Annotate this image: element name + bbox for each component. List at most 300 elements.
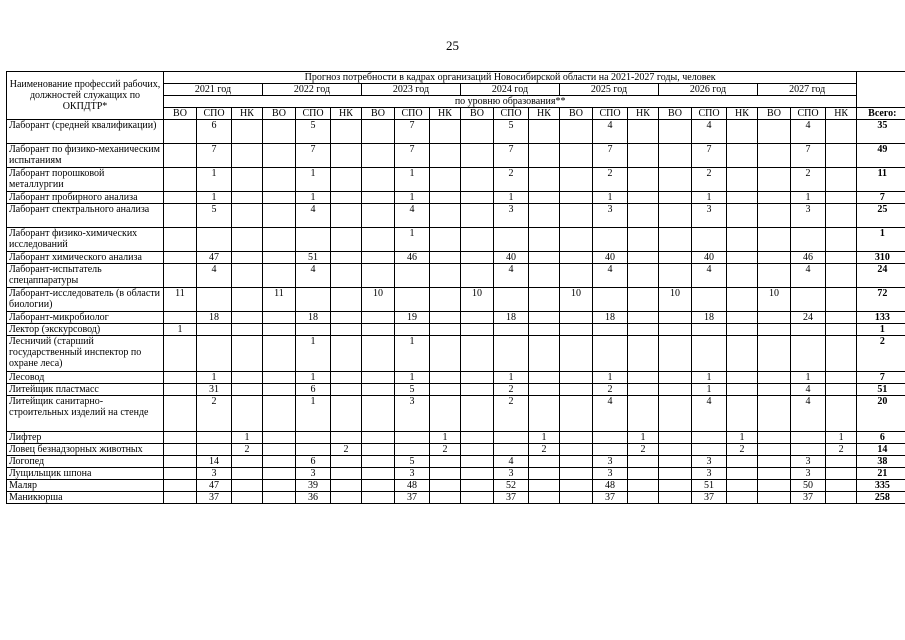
value-cell: 11 bbox=[263, 288, 296, 312]
value-cell bbox=[692, 288, 727, 312]
value-cell: 36 bbox=[296, 492, 331, 504]
value-cell: 4 bbox=[791, 120, 826, 144]
table-row bbox=[7, 456, 905, 468]
row-total: 20 bbox=[857, 396, 905, 432]
value-cell bbox=[727, 204, 758, 228]
level-header: СПО bbox=[692, 108, 727, 120]
value-cell bbox=[164, 204, 197, 228]
value-cell: 19 bbox=[395, 312, 430, 324]
value-cell bbox=[362, 252, 395, 264]
value-cell: 1 bbox=[791, 372, 826, 384]
value-cell bbox=[826, 492, 857, 504]
value-cell bbox=[232, 492, 263, 504]
value-cell bbox=[164, 168, 197, 192]
value-cell bbox=[232, 204, 263, 228]
value-cell bbox=[560, 492, 593, 504]
forecast-title: Прогноз потребности в кадрах организаций Новосибирской области на 2021-2027 годы, человек bbox=[164, 72, 857, 84]
value-cell: 3 bbox=[593, 204, 628, 228]
row-total: 2 bbox=[857, 336, 905, 372]
value-cell: 3 bbox=[692, 456, 727, 468]
value-cell: 1 bbox=[494, 192, 529, 204]
value-cell: 2 bbox=[331, 444, 362, 456]
value-cell: 14 bbox=[197, 456, 232, 468]
value-cell: 1 bbox=[529, 432, 560, 444]
value-cell bbox=[197, 288, 232, 312]
profession-name: Лаборант по физико-механическим испытаниям bbox=[7, 144, 164, 168]
value-cell: 2 bbox=[628, 444, 659, 456]
value-cell bbox=[232, 252, 263, 264]
value-cell: 37 bbox=[791, 492, 826, 504]
value-cell bbox=[529, 384, 560, 396]
profession-name: Лаборант физико-химических исследований bbox=[7, 228, 164, 252]
value-cell bbox=[560, 228, 593, 252]
value-cell bbox=[263, 192, 296, 204]
row-total: 258 bbox=[857, 492, 905, 504]
value-cell bbox=[164, 252, 197, 264]
value-cell: 2 bbox=[529, 444, 560, 456]
value-cell: 1 bbox=[826, 432, 857, 444]
value-cell bbox=[362, 444, 395, 456]
value-cell bbox=[263, 372, 296, 384]
value-cell bbox=[529, 468, 560, 480]
value-cell bbox=[727, 456, 758, 468]
value-cell bbox=[263, 228, 296, 252]
value-cell bbox=[692, 444, 727, 456]
value-cell bbox=[529, 192, 560, 204]
value-cell: 5 bbox=[395, 384, 430, 396]
value-cell bbox=[791, 432, 826, 444]
value-cell bbox=[164, 264, 197, 288]
value-cell: 5 bbox=[197, 204, 232, 228]
level-header: НК bbox=[232, 108, 263, 120]
value-cell: 5 bbox=[296, 120, 331, 144]
value-cell: 37 bbox=[494, 492, 529, 504]
value-cell bbox=[331, 228, 362, 252]
value-cell bbox=[263, 432, 296, 444]
value-cell: 4 bbox=[593, 264, 628, 288]
value-cell bbox=[164, 120, 197, 144]
value-cell: 40 bbox=[494, 252, 529, 264]
value-cell bbox=[164, 228, 197, 252]
value-cell bbox=[727, 228, 758, 252]
value-cell bbox=[560, 480, 593, 492]
table-row bbox=[7, 492, 905, 504]
value-cell: 3 bbox=[791, 468, 826, 480]
profession-name: Ловец безнадзорных животных bbox=[7, 444, 164, 456]
value-cell bbox=[628, 336, 659, 372]
table-row bbox=[7, 432, 905, 444]
value-cell bbox=[263, 264, 296, 288]
total-header-spacer bbox=[857, 72, 905, 108]
value-cell: 3 bbox=[395, 468, 430, 480]
value-cell: 1 bbox=[232, 432, 263, 444]
profession-name: Литейщик пластмасс bbox=[7, 384, 164, 396]
value-cell: 2 bbox=[727, 444, 758, 456]
year-header: 2021 год bbox=[164, 84, 263, 96]
value-cell bbox=[461, 444, 494, 456]
value-cell bbox=[628, 264, 659, 288]
table-row bbox=[7, 252, 905, 264]
value-cell bbox=[628, 252, 659, 264]
value-cell bbox=[593, 432, 628, 444]
value-cell bbox=[430, 384, 461, 396]
value-cell bbox=[164, 468, 197, 480]
value-cell bbox=[529, 204, 560, 228]
value-cell bbox=[164, 336, 197, 372]
profession-name: Лектор (экскурсовод) bbox=[7, 324, 164, 336]
value-cell bbox=[826, 228, 857, 252]
value-cell bbox=[430, 372, 461, 384]
value-cell bbox=[362, 264, 395, 288]
value-cell bbox=[659, 396, 692, 432]
value-cell bbox=[461, 492, 494, 504]
value-cell: 2 bbox=[826, 444, 857, 456]
value-cell: 1 bbox=[692, 192, 727, 204]
value-cell bbox=[560, 372, 593, 384]
value-cell bbox=[560, 120, 593, 144]
value-cell bbox=[263, 336, 296, 372]
table-row bbox=[7, 336, 905, 372]
value-cell bbox=[659, 432, 692, 444]
value-cell bbox=[232, 336, 263, 372]
value-cell: 4 bbox=[791, 384, 826, 396]
profession-name: Лесничий (старший государственный инспектор по охране леса) bbox=[7, 336, 164, 372]
value-cell bbox=[461, 252, 494, 264]
level-header: ВО bbox=[164, 108, 197, 120]
value-cell: 6 bbox=[296, 456, 331, 468]
row-total: 1 bbox=[857, 228, 905, 252]
row-total: 51 bbox=[857, 384, 905, 396]
value-cell bbox=[461, 264, 494, 288]
value-cell: 40 bbox=[692, 252, 727, 264]
value-cell bbox=[430, 324, 461, 336]
row-total: 11 bbox=[857, 168, 905, 192]
profession-name: Лаборант-микробиолог bbox=[7, 312, 164, 324]
value-cell bbox=[430, 252, 461, 264]
value-cell bbox=[232, 312, 263, 324]
value-cell: 48 bbox=[395, 480, 430, 492]
value-cell bbox=[164, 456, 197, 468]
value-cell bbox=[560, 396, 593, 432]
value-cell: 4 bbox=[791, 264, 826, 288]
value-cell bbox=[430, 492, 461, 504]
value-cell bbox=[331, 324, 362, 336]
level-header: ВО bbox=[758, 108, 791, 120]
value-cell bbox=[659, 312, 692, 324]
value-cell bbox=[232, 396, 263, 432]
value-cell bbox=[430, 468, 461, 480]
value-cell: 10 bbox=[758, 288, 791, 312]
value-cell bbox=[263, 120, 296, 144]
value-cell: 7 bbox=[494, 144, 529, 168]
profession-name: Лаборант-испытатель спецаппаратуры bbox=[7, 264, 164, 288]
value-cell bbox=[461, 120, 494, 144]
value-cell bbox=[727, 312, 758, 324]
value-cell bbox=[331, 468, 362, 480]
value-cell bbox=[232, 168, 263, 192]
year-header: 2024 год bbox=[461, 84, 560, 96]
value-cell bbox=[758, 192, 791, 204]
profession-name: Лаборант спектрального анализа bbox=[7, 204, 164, 228]
value-cell bbox=[232, 120, 263, 144]
value-cell bbox=[529, 324, 560, 336]
table-row bbox=[7, 324, 905, 336]
value-cell bbox=[362, 324, 395, 336]
value-cell bbox=[461, 432, 494, 444]
value-cell: 2 bbox=[593, 168, 628, 192]
value-cell bbox=[826, 324, 857, 336]
value-cell bbox=[494, 288, 529, 312]
table-row bbox=[7, 204, 905, 228]
value-cell bbox=[560, 336, 593, 372]
value-cell bbox=[395, 264, 430, 288]
value-cell bbox=[331, 396, 362, 432]
value-cell bbox=[659, 336, 692, 372]
table-row bbox=[7, 468, 905, 480]
value-cell: 2 bbox=[593, 384, 628, 396]
value-cell bbox=[659, 120, 692, 144]
value-cell bbox=[362, 144, 395, 168]
value-cell bbox=[461, 144, 494, 168]
page-number: 25 bbox=[446, 38, 459, 53]
value-cell bbox=[791, 228, 826, 252]
value-cell: 4 bbox=[494, 456, 529, 468]
value-cell bbox=[331, 456, 362, 468]
value-cell bbox=[362, 228, 395, 252]
value-cell: 37 bbox=[692, 492, 727, 504]
value-cell: 2 bbox=[232, 444, 263, 456]
value-cell bbox=[430, 456, 461, 468]
value-cell: 1 bbox=[296, 168, 331, 192]
value-cell: 1 bbox=[430, 432, 461, 444]
value-cell bbox=[560, 312, 593, 324]
value-cell bbox=[529, 228, 560, 252]
value-cell: 37 bbox=[593, 492, 628, 504]
value-cell bbox=[263, 324, 296, 336]
value-cell: 3 bbox=[593, 468, 628, 480]
value-cell bbox=[362, 204, 395, 228]
value-cell bbox=[560, 432, 593, 444]
value-cell bbox=[791, 336, 826, 372]
value-cell bbox=[628, 288, 659, 312]
value-cell: 40 bbox=[593, 252, 628, 264]
value-cell bbox=[826, 384, 857, 396]
value-cell bbox=[529, 336, 560, 372]
value-cell bbox=[232, 324, 263, 336]
row-total: 335 bbox=[857, 480, 905, 492]
value-cell bbox=[659, 468, 692, 480]
value-cell bbox=[659, 192, 692, 204]
value-cell: 3 bbox=[296, 468, 331, 480]
value-cell bbox=[197, 228, 232, 252]
profession-name: Маникюрша bbox=[7, 492, 164, 504]
value-cell bbox=[362, 480, 395, 492]
level-header: ВО bbox=[461, 108, 494, 120]
row-total: 49 bbox=[857, 144, 905, 168]
level-header: НК bbox=[529, 108, 560, 120]
table-row bbox=[7, 228, 905, 252]
value-cell bbox=[727, 396, 758, 432]
table-row bbox=[7, 312, 905, 324]
value-cell bbox=[628, 312, 659, 324]
value-cell: 7 bbox=[395, 144, 430, 168]
value-cell bbox=[758, 204, 791, 228]
value-cell bbox=[164, 396, 197, 432]
value-cell: 10 bbox=[659, 288, 692, 312]
value-cell bbox=[164, 444, 197, 456]
value-cell: 51 bbox=[692, 480, 727, 492]
value-cell bbox=[659, 324, 692, 336]
value-cell bbox=[164, 492, 197, 504]
value-cell bbox=[331, 384, 362, 396]
value-cell bbox=[461, 168, 494, 192]
value-cell: 1 bbox=[791, 192, 826, 204]
value-cell bbox=[758, 324, 791, 336]
value-cell bbox=[529, 312, 560, 324]
value-cell bbox=[362, 120, 395, 144]
value-cell bbox=[659, 144, 692, 168]
value-cell: 11 bbox=[164, 288, 197, 312]
value-cell bbox=[331, 312, 362, 324]
value-cell bbox=[758, 468, 791, 480]
table-row bbox=[7, 168, 905, 192]
table-row bbox=[7, 444, 905, 456]
profession-name: Лущильщик шпона bbox=[7, 468, 164, 480]
value-cell: 7 bbox=[593, 144, 628, 168]
value-cell bbox=[628, 468, 659, 480]
value-cell bbox=[232, 264, 263, 288]
value-cell bbox=[758, 444, 791, 456]
value-cell bbox=[529, 456, 560, 468]
value-cell bbox=[758, 396, 791, 432]
value-cell bbox=[758, 384, 791, 396]
value-cell bbox=[263, 252, 296, 264]
value-cell bbox=[560, 444, 593, 456]
profession-name: Лаборант пробирного анализа bbox=[7, 192, 164, 204]
value-cell bbox=[659, 456, 692, 468]
value-cell bbox=[362, 456, 395, 468]
level-header: СПО bbox=[494, 108, 529, 120]
value-cell bbox=[727, 192, 758, 204]
value-cell bbox=[659, 204, 692, 228]
value-cell: 3 bbox=[791, 204, 826, 228]
value-cell bbox=[727, 120, 758, 144]
value-cell bbox=[494, 432, 529, 444]
value-cell bbox=[659, 384, 692, 396]
value-cell: 1 bbox=[296, 336, 331, 372]
value-cell bbox=[232, 372, 263, 384]
value-cell: 4 bbox=[593, 120, 628, 144]
value-cell: 6 bbox=[197, 120, 232, 144]
value-cell: 7 bbox=[692, 144, 727, 168]
value-cell: 18 bbox=[692, 312, 727, 324]
year-header: 2022 год bbox=[263, 84, 362, 96]
value-cell bbox=[430, 168, 461, 192]
value-cell bbox=[232, 480, 263, 492]
value-cell bbox=[659, 252, 692, 264]
value-cell: 7 bbox=[791, 144, 826, 168]
profession-name: Лаборант-исследователь (в области биологии) bbox=[7, 288, 164, 312]
value-cell: 1 bbox=[296, 372, 331, 384]
value-cell bbox=[263, 168, 296, 192]
value-cell bbox=[529, 120, 560, 144]
value-cell bbox=[593, 228, 628, 252]
value-cell bbox=[758, 252, 791, 264]
value-cell: 3 bbox=[494, 468, 529, 480]
value-cell bbox=[362, 336, 395, 372]
row-total: 7 bbox=[857, 192, 905, 204]
value-cell bbox=[430, 336, 461, 372]
level-header: ВО bbox=[263, 108, 296, 120]
value-cell bbox=[331, 372, 362, 384]
value-cell bbox=[430, 480, 461, 492]
value-cell bbox=[331, 264, 362, 288]
level-header: НК bbox=[727, 108, 758, 120]
value-cell bbox=[529, 144, 560, 168]
row-total: 14 bbox=[857, 444, 905, 456]
value-cell: 18 bbox=[296, 312, 331, 324]
value-cell bbox=[331, 192, 362, 204]
value-cell: 18 bbox=[593, 312, 628, 324]
level-header: СПО bbox=[791, 108, 826, 120]
value-cell bbox=[395, 444, 430, 456]
value-cell bbox=[461, 372, 494, 384]
value-cell bbox=[461, 324, 494, 336]
level-header: СПО bbox=[395, 108, 430, 120]
value-cell bbox=[430, 192, 461, 204]
value-cell bbox=[560, 324, 593, 336]
value-cell: 4 bbox=[692, 396, 727, 432]
row-total: 72 bbox=[857, 288, 905, 312]
value-cell bbox=[461, 312, 494, 324]
value-cell bbox=[727, 168, 758, 192]
profession-name: Лифтер bbox=[7, 432, 164, 444]
value-cell: 4 bbox=[692, 264, 727, 288]
value-cell: 5 bbox=[395, 456, 430, 468]
table-row bbox=[7, 144, 905, 168]
value-cell bbox=[362, 432, 395, 444]
value-cell bbox=[692, 432, 727, 444]
value-cell: 37 bbox=[197, 492, 232, 504]
value-cell: 2 bbox=[791, 168, 826, 192]
value-cell bbox=[628, 324, 659, 336]
value-cell bbox=[263, 468, 296, 480]
value-cell bbox=[461, 456, 494, 468]
value-cell: 1 bbox=[593, 372, 628, 384]
value-cell: 1 bbox=[164, 324, 197, 336]
value-cell: 1 bbox=[197, 192, 232, 204]
value-cell bbox=[791, 324, 826, 336]
value-cell bbox=[430, 264, 461, 288]
value-cell bbox=[232, 228, 263, 252]
value-cell bbox=[263, 444, 296, 456]
value-cell bbox=[758, 120, 791, 144]
value-cell: 10 bbox=[362, 288, 395, 312]
value-cell bbox=[430, 204, 461, 228]
row-total: 7 bbox=[857, 372, 905, 384]
value-cell bbox=[164, 384, 197, 396]
value-cell: 4 bbox=[395, 204, 430, 228]
value-cell bbox=[826, 264, 857, 288]
value-cell bbox=[331, 432, 362, 444]
value-cell bbox=[826, 312, 857, 324]
value-cell bbox=[296, 228, 331, 252]
value-cell bbox=[628, 192, 659, 204]
value-cell: 47 bbox=[197, 252, 232, 264]
value-cell bbox=[362, 492, 395, 504]
value-cell bbox=[560, 264, 593, 288]
value-cell: 10 bbox=[461, 288, 494, 312]
